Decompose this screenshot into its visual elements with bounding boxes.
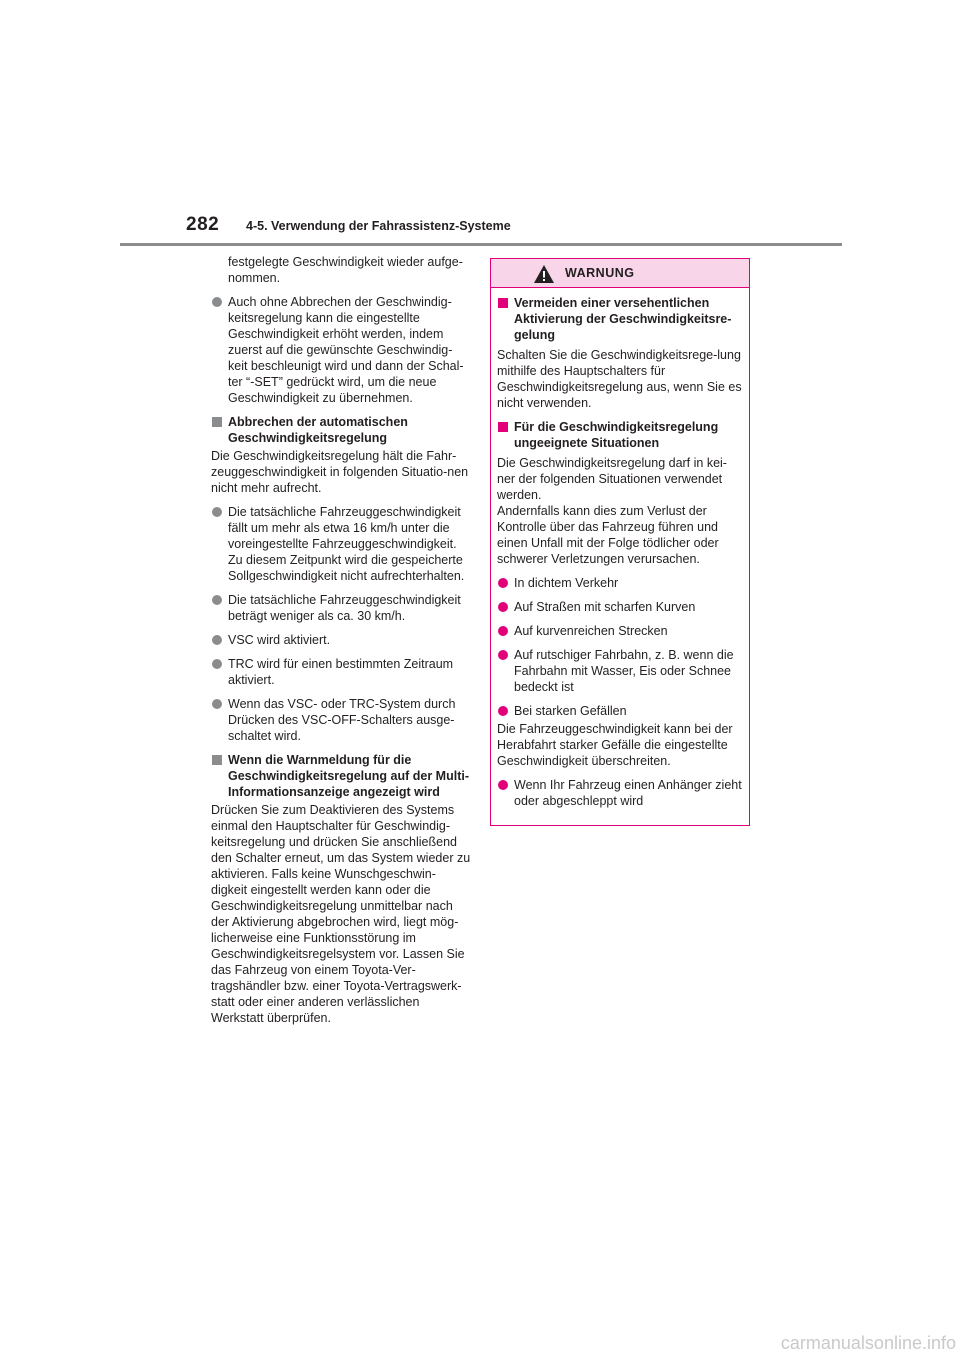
bullet-icon xyxy=(498,578,508,588)
list-item-text: Auf kurvenreichen Strecken xyxy=(514,624,668,638)
list-item xyxy=(211,294,471,406)
list-item xyxy=(497,623,743,639)
list-item xyxy=(497,777,743,809)
paragraph xyxy=(497,455,743,567)
warning-box xyxy=(490,258,750,826)
bullet-icon xyxy=(212,595,222,605)
section-title: 4-5. Verwendung der Fahrassistenz-Systeme xyxy=(246,219,511,233)
page-number: 282 xyxy=(186,214,220,235)
paragraph: Schalten Sie die Geschwindigkeitsrege-lung mithilfe des Hauptschalters für Geschwindigkeitsregelung aus, wenn Sie es nicht verwenden. xyxy=(497,348,742,410)
warning-title: WARNUNG xyxy=(565,266,635,280)
watermark: carmanualsonline.info xyxy=(780,1333,956,1353)
list-item-text: Wenn das VSC- oder TRC-System durch Drücken des VSC-OFF-Schalters ausge-schaltet wird. xyxy=(228,697,456,743)
square-bullet-icon xyxy=(498,422,508,432)
list-item xyxy=(211,592,471,624)
bullet-icon xyxy=(212,699,222,709)
warning-triangle-icon xyxy=(533,264,555,284)
warning-heading-text: Vermeiden einer versehentlichen Aktivierung der Geschwindigkeitsre-gelung xyxy=(514,296,732,342)
list-item-text: Die tatsächliche Fahrzeuggeschwindigkeit beträgt weniger als ca. 30 km/h. xyxy=(228,593,461,623)
square-bullet-icon xyxy=(498,298,508,308)
paragraph-part: Die Geschwindigkeitsregelung darf in kei-ner der folgenden Situationen verwendet werden. xyxy=(497,456,727,502)
bullet-icon xyxy=(212,635,222,645)
square-bullet-icon xyxy=(212,417,222,427)
list-item-text: Die tatsächliche Fahrzeuggeschwindigkeit fällt um mehr als etwa 16 km/h unter die voreingestellte Fahrzeuggeschwindigkeit. Zu diesem Zeitpunkt wird die gespeicherte Sollgeschwindigkeit nicht aufrechterhalten. xyxy=(228,505,465,583)
warning-heading-text: Für die Geschwindigkeitsregelung ungeeignete Situationen xyxy=(514,420,719,450)
section-heading-text: Abbrechen der automatischen Geschwindigkeitsregelung xyxy=(228,415,408,445)
warning-header xyxy=(491,259,749,288)
bullet-icon xyxy=(212,507,222,517)
section-heading xyxy=(211,752,471,800)
bullet-icon xyxy=(498,626,508,636)
list-item-text: Bei starken Gefällen xyxy=(514,704,627,718)
section-heading-text: Wenn die Warnmeldung für die Geschwindigkeitsregelung auf der Multi-Informationsanzeige angezeigt wird xyxy=(228,753,470,799)
list-item xyxy=(497,575,743,591)
section-heading xyxy=(211,414,471,446)
bullet-icon xyxy=(212,659,222,669)
list-item xyxy=(211,632,471,648)
list-item-text: Wenn Ihr Fahrzeug einen Anhänger zieht oder abgeschleppt wird xyxy=(514,778,742,808)
list-item xyxy=(211,696,471,744)
header-divider xyxy=(120,243,842,246)
list-item-text: Auf Straßen mit scharfen Kurven xyxy=(514,600,696,614)
list-item-text: Auf rutschiger Fahrbahn, z. B. wenn die Fahrbahn mit Wasser, Eis oder Schnee bedeckt ist xyxy=(514,648,734,694)
bullet-icon xyxy=(498,650,508,660)
bullet-icon xyxy=(498,602,508,612)
list-item-text: TRC wird für einen bestimmten Zeitraum aktiviert. xyxy=(228,657,454,687)
paragraph: Drücken Sie zum Deaktivieren des Systems einmal den Hauptschalter für Geschwindig-keitsregelung und drücken Sie anschließend den Schalter erneut, um das System wieder zu aktivieren. Falls keine Wunschgeschwin-digkeit eingestellt werden kann oder die Geschwindigkeitsregelung unmittelbar nach der Aktivierung abgebrochen wird, liegt mög-licherweise eine Funktionsstörung im Geschwindigkeitsregelsystem vor. Lassen Sie das Fahrzeug von einem Toyota-Ver-tragshändler bzw. einer Toyota-Vertragswerk-statt oder einer anderen verlässlichen Werkstatt überprüfen. xyxy=(211,803,471,1025)
warning-body xyxy=(491,288,749,809)
paragraph-part: Andernfalls kann dies zum Verlust der Kontrolle über das Fahrzeug führen und einen Unfall mit der Folge tödlicher oder schwerer Verletzungen verursachen. xyxy=(497,504,719,566)
paragraph: Die Geschwindigkeitsregelung hält die Fahr-zeuggeschwindigkeit in folgenden Situatio-nen nicht mehr aufrecht. xyxy=(211,449,469,495)
list-item-text: In dichtem Verkehr xyxy=(514,576,619,590)
bullet-icon xyxy=(498,706,508,716)
square-bullet-icon xyxy=(212,755,222,765)
warning-heading xyxy=(497,419,743,451)
paragraph: Die Fahrzeuggeschwindigkeit kann bei der Herabfahrt starker Gefälle die eingestellte Geschwindigkeit überschreiten. xyxy=(497,722,733,768)
list-item xyxy=(211,656,471,688)
bullet-icon xyxy=(498,780,508,790)
list-item xyxy=(497,599,743,615)
list-item-text: VSC wird aktiviert. xyxy=(228,633,331,647)
list-item xyxy=(211,504,471,584)
list-item-text: Auch ohne Abbrechen der Geschwindig-keitsregelung kann die eingestellte Geschwindigkeit erhöht werden, indem zuerst auf die gewünschte Geschwindig-keit beschleunigt wird und dann der Schal-ter “-SET” gedrückt wird, um die neue Geschwindigkeit zu übernehmen. xyxy=(228,295,464,405)
warning-heading xyxy=(497,295,743,343)
bullet-icon xyxy=(212,297,222,307)
intro-text: festgelegte Geschwindigkeit wieder aufge-nommen. xyxy=(228,255,463,285)
list-item xyxy=(497,647,743,695)
list-item xyxy=(497,703,743,719)
left-column xyxy=(211,254,471,1034)
